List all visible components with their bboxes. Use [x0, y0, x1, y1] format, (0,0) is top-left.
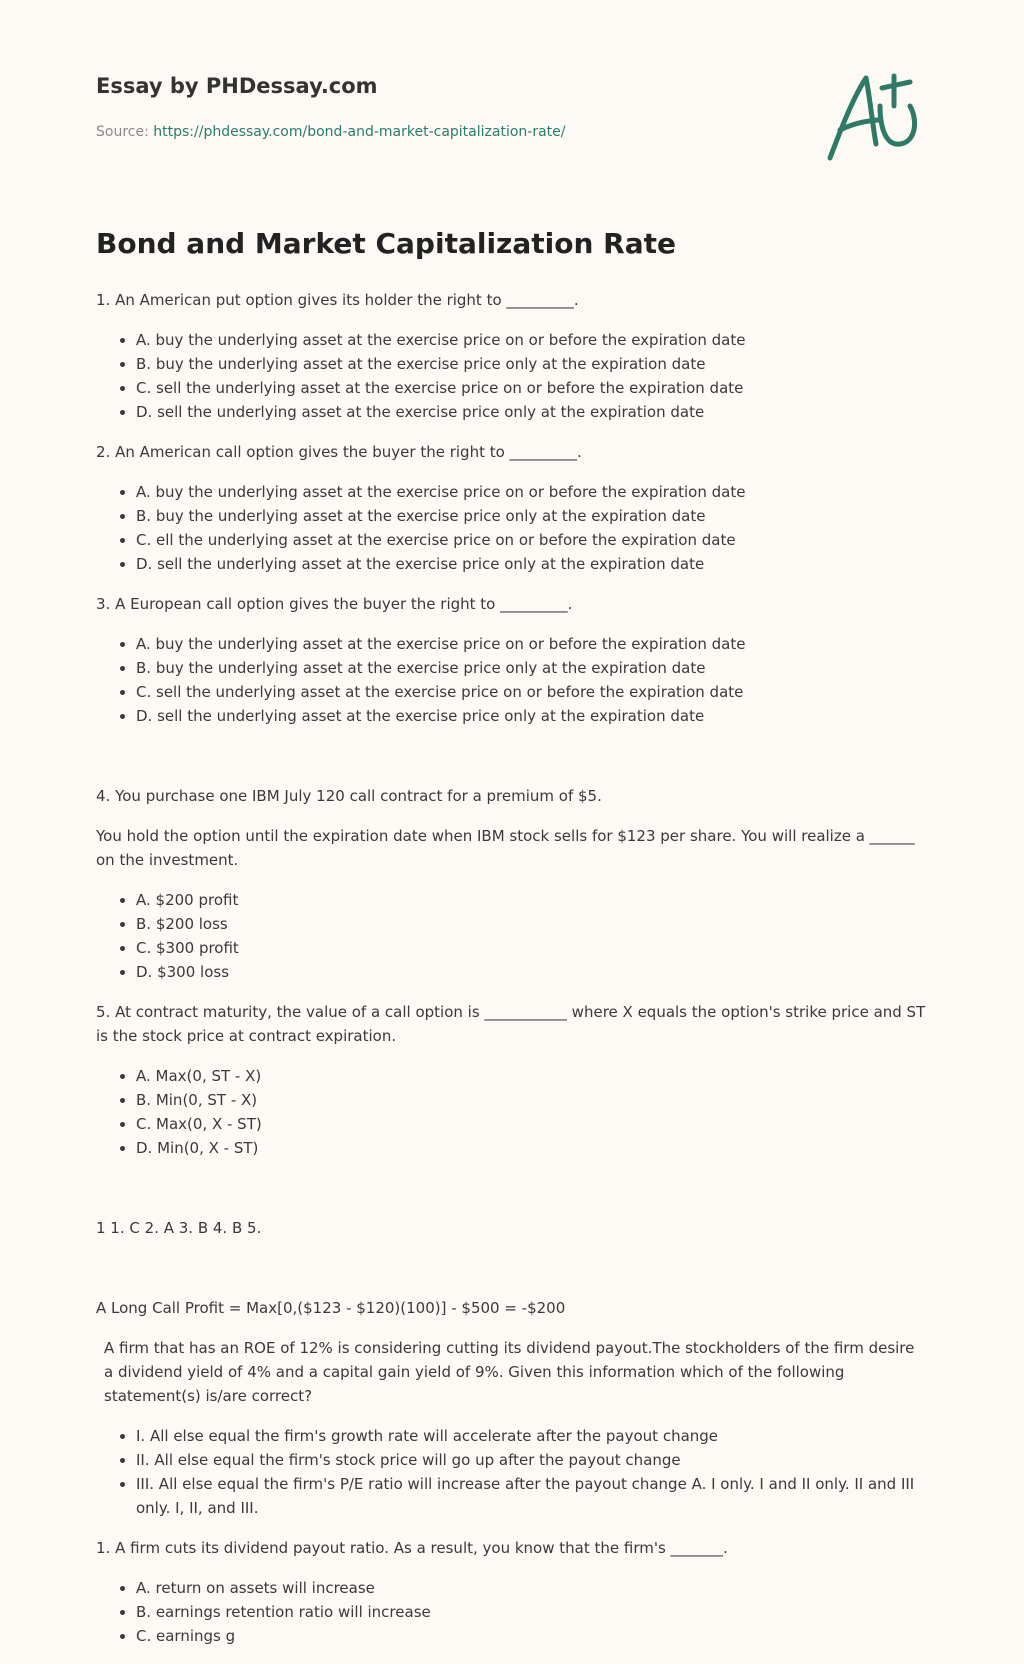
option-item: • III. All else equal the firm's P/E ratio will increase after the payout change A. I only. I and II only. II and III only. I, II, and III.: [136, 1472, 926, 1520]
question-5-options: [96, 1064, 926, 1160]
option-item: • D. sell the underlying asset at the exercise price only at the expiration date: [136, 552, 926, 576]
option-item: • C. sell the underlying asset at the exercise price on or before the expiration date: [136, 680, 926, 704]
option-item: • C. Max(0, X - ST): [136, 1112, 926, 1136]
option-item: • A. Max(0, ST - X): [136, 1064, 926, 1088]
spacer: [96, 1176, 926, 1216]
spacer: [96, 744, 926, 784]
a-plus-logo-icon[interactable]: [820, 66, 930, 166]
question-4-options: [96, 888, 926, 984]
option-item: • D. Min(0, X - ST): [136, 1136, 926, 1160]
option-item: • A. buy the underlying asset at the exercise price on or before the expiration date: [136, 480, 926, 504]
option-item: • I. All else equal the firm's growth rate will accelerate after the payout change: [136, 1424, 926, 1448]
source-link[interactable]: https://phdessay.com/bond-and-market-capitalization-rate/: [153, 124, 566, 140]
option-item: • A. return on assets will increase: [136, 1576, 926, 1600]
question-2-options: [96, 480, 926, 576]
option-item: • C. ell the underlying asset at the exercise price on or before the expiration date: [136, 528, 926, 552]
question-4: 4. You purchase one IBM July 120 call contract for a premium of $5.: [96, 787, 602, 805]
source-line: [96, 124, 565, 140]
question-1-options: [96, 328, 926, 424]
option-item: • D. $300 loss: [136, 960, 926, 984]
question-3: 3. A European call option gives the buyer the right to _________.: [96, 595, 573, 613]
option-item: • B. Min(0, ST - X): [136, 1088, 926, 1112]
option-item: • B. buy the underlying asset at the exercise price only at the expiration date: [136, 352, 926, 376]
option-item: • A. buy the underlying asset at the exercise price on or before the expiration date: [136, 632, 926, 656]
question-1: 1. An American put option gives its holder the right to _________.: [96, 291, 579, 309]
question-6: 1. A firm cuts its dividend payout ratio. As a result, you know that the firm's _______.: [96, 1539, 728, 1557]
option-item: • A. $200 profit: [136, 888, 926, 912]
option-item: • D. sell the underlying asset at the exercise price only at the expiration date: [136, 400, 926, 424]
option-item: • C. earnings g: [136, 1624, 926, 1648]
firm-question-options: [96, 1424, 926, 1520]
spacer: [96, 1256, 926, 1296]
question-2: 2. An American call option gives the buyer the right to _________.: [96, 443, 582, 461]
option-item: • B. buy the underlying asset at the exercise price only at the expiration date: [136, 656, 926, 680]
article-title: Bond and Market Capitalization Rate: [96, 227, 676, 260]
firm-question: A firm that has an ROE of 12% is considering cutting its dividend payout.The stockholders of the firm desire a dividend yield of 4% and a capital gain yield of 9%. Given this information which of the following statement(s) is/are correct?: [104, 1339, 915, 1405]
question-6-options: [96, 1576, 926, 1648]
option-item: • A. buy the underlying asset at the exercise price on or before the expiration date: [136, 328, 926, 352]
option-item: • II. All else equal the firm's stock price will go up after the payout change: [136, 1448, 926, 1472]
option-item: • C. $300 profit: [136, 936, 926, 960]
long-call-formula: A Long Call Profit = Max[0,($123 - $120)(100)] - $500 = -$200: [96, 1299, 566, 1317]
source-label: Source:: [96, 124, 149, 140]
option-item: • D. sell the underlying asset at the exercise price only at the expiration date: [136, 704, 926, 728]
option-item: • C. sell the underlying asset at the exercise price on or before the expiration date: [136, 376, 926, 400]
answer-key: 1 1. C 2. A 3. B 4. B 5.: [96, 1219, 262, 1237]
option-item: • B. earnings retention ratio will increase: [136, 1600, 926, 1624]
question-5: 5. At contract maturity, the value of a call option is ___________ where X equals the option's strike price and ST is the stock price at contract expiration.: [96, 1003, 926, 1045]
article: [96, 220, 926, 1664]
question-4-detail: You hold the option until the expiration date when IBM stock sells for $123 per share. You will realize a ______ on the investment.: [96, 827, 915, 869]
question-3-options: [96, 632, 926, 728]
option-item: • B. $200 loss: [136, 912, 926, 936]
option-item: • B. buy the underlying asset at the exercise price only at the expiration date: [136, 504, 926, 528]
site-title: Essay by PHDessay.com: [96, 74, 378, 98]
